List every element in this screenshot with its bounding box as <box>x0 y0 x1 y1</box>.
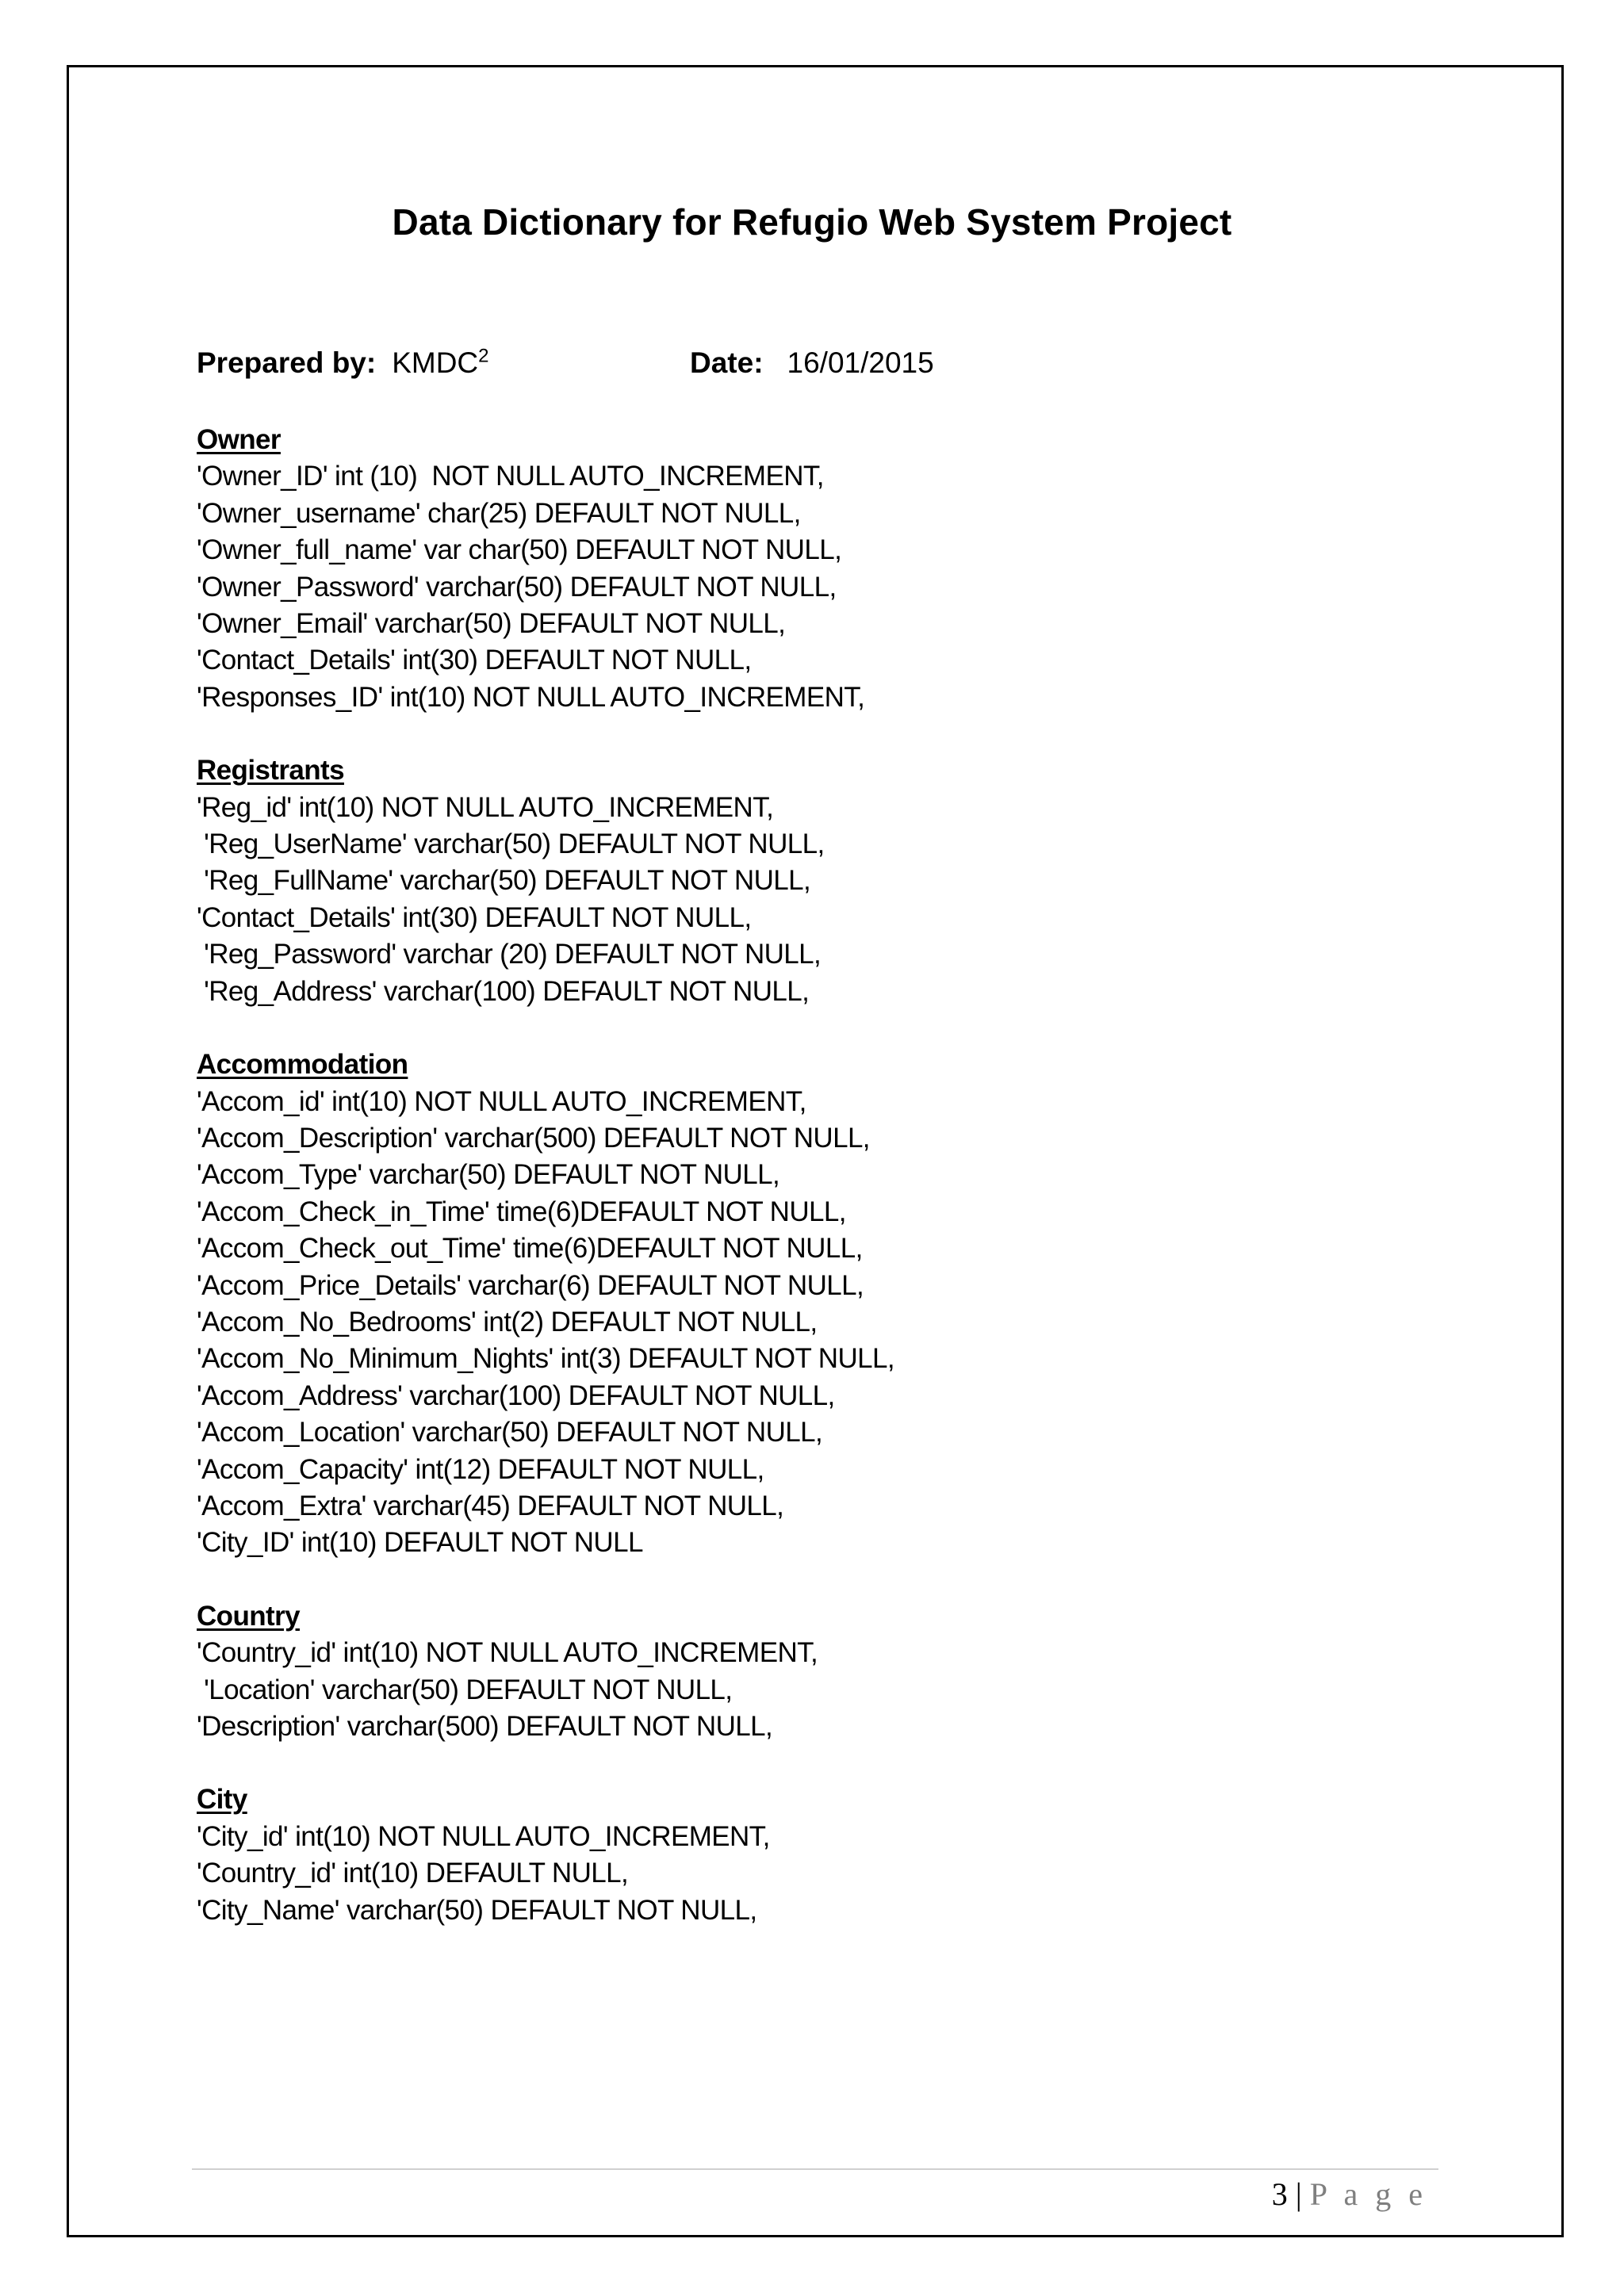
field-reg-password: 'Reg_Password' varchar (20) DEFAULT NOT NULL, <box>197 939 822 970</box>
date-value: 16/01/2015 <box>787 346 934 379</box>
field-accom-no-minimum-nights: 'Accom_No_Minimum_Nights' int(3) DEFAULT NOT NULL, <box>197 1343 895 1375</box>
field-owner-responses-id: 'Responses_ID' int(10) NOT NULL AUTO_INCREMENT, <box>197 681 865 713</box>
field-city-id: 'City_id' int(10) NOT NULL AUTO_INCREMENT, <box>197 1820 770 1852</box>
prepared-by-value <box>392 346 488 379</box>
section-accommodation <box>197 1047 1386 1562</box>
field-country-id: 'Country_id' int(10) NOT NULL AUTO_INCREMENT, <box>197 1637 818 1669</box>
page-number-value: 3 <box>1271 2176 1288 2212</box>
footer-rule <box>192 2168 1438 2170</box>
field-owner-full-name: 'Owner_full_name' var char(50) DEFAULT NOT NULL, <box>197 534 842 566</box>
section-city <box>197 1781 1386 1929</box>
field-city-country-id: 'Country_id' int(10) DEFAULT NULL, <box>197 1858 629 1889</box>
prepared-by-name: KMDC <box>392 346 479 379</box>
section-title-registrants: Registrants <box>197 755 344 786</box>
document-title: Data Dictionary for Refugio Web System Project <box>392 201 1232 243</box>
data-dictionary-content <box>197 422 1386 1965</box>
field-reg-id: 'Reg_id' int(10) NOT NULL AUTO_INCREMENT, <box>197 791 774 823</box>
page-number-separator: | <box>1295 2176 1302 2212</box>
field-owner-contact-details: 'Contact_Details' int(30) DEFAULT NOT NULL, <box>197 645 752 676</box>
field-reg-address: 'Reg_Address' varchar(100) DEFAULT NOT NULL, <box>197 975 810 1007</box>
date-label: Date: <box>690 346 764 379</box>
field-accom-capacity: 'Accom_Capacity' int(12) DEFAULT NOT NULL, <box>197 1453 764 1485</box>
field-accom-no-bedrooms: 'Accom_No_Bedrooms' int(2) DEFAULT NOT NULL, <box>197 1306 818 1337</box>
field-owner-email: 'Owner_Email' varchar(50) DEFAULT NOT NULL, <box>197 608 786 640</box>
field-reg-contact-details: 'Contact_Details' int(30) DEFAULT NOT NULL, <box>197 901 752 933</box>
page-number <box>1272 2172 1427 2217</box>
field-accom-extra: 'Accom_Extra' varchar(45) DEFAULT NOT NULL, <box>197 1490 784 1521</box>
field-accom-location: 'Accom_Location' varchar(50) DEFAULT NOT NULL, <box>197 1417 823 1448</box>
field-reg-username: 'Reg_UserName' varchar(50) DEFAULT NOT NULL, <box>197 828 825 860</box>
prepared-by-superscript: 2 <box>478 345 489 367</box>
section-title-country: Country <box>197 1600 300 1632</box>
field-reg-fullname: 'Reg_FullName' varchar(50) DEFAULT NOT NULL, <box>197 865 811 897</box>
section-title-accommodation: Accommodation <box>197 1049 408 1081</box>
section-owner <box>197 422 1386 716</box>
page-word: P a g e <box>1309 2176 1427 2212</box>
field-owner-username: 'Owner_username' char(25) DEFAULT NOT NULL, <box>197 497 801 529</box>
field-accom-price-details: 'Accom_Price_Details' varchar(6) DEFAULT NOT NULL, <box>197 1269 864 1301</box>
field-owner-id: 'Owner_ID' int (10) NOT NULL AUTO_INCREMENT, <box>197 461 824 492</box>
field-accom-description: 'Accom_Description' varchar(500) DEFAULT NOT NULL, <box>197 1122 870 1154</box>
date-row <box>690 342 934 384</box>
field-accom-address: 'Accom_Address' varchar(100) DEFAULT NOT NULL, <box>197 1380 835 1411</box>
field-country-description: 'Description' varchar(500) DEFAULT NOT NULL, <box>197 1711 773 1742</box>
section-title-city: City <box>197 1784 247 1816</box>
field-accom-check-in-time: 'Accom_Check_in_Time' time(6)DEFAULT NOT NULL, <box>197 1196 846 1227</box>
field-owner-password: 'Owner_Password' varchar(50) DEFAULT NOT NULL, <box>197 571 837 603</box>
prepared-by-row <box>197 342 489 384</box>
field-city-name: 'City_Name' varchar(50) DEFAULT NOT NULL, <box>197 1894 757 1926</box>
field-accom-type: 'Accom_Type' varchar(50) DEFAULT NOT NULL, <box>197 1159 780 1191</box>
field-accom-city-id: 'City_ID' int(10) DEFAULT NOT NULL <box>197 1527 643 1559</box>
section-country <box>197 1598 1386 1746</box>
field-country-location: 'Location' varchar(50) DEFAULT NOT NULL, <box>197 1674 733 1705</box>
section-title-owner: Owner <box>197 424 281 455</box>
field-accom-id: 'Accom_id' int(10) NOT NULL AUTO_INCREMENT, <box>197 1085 806 1117</box>
prepared-by-label: Prepared by: <box>197 346 377 379</box>
field-accom-check-out-time: 'Accom_Check_out_Time' time(6)DEFAULT NOT NULL, <box>197 1233 863 1265</box>
section-registrants <box>197 752 1386 1010</box>
